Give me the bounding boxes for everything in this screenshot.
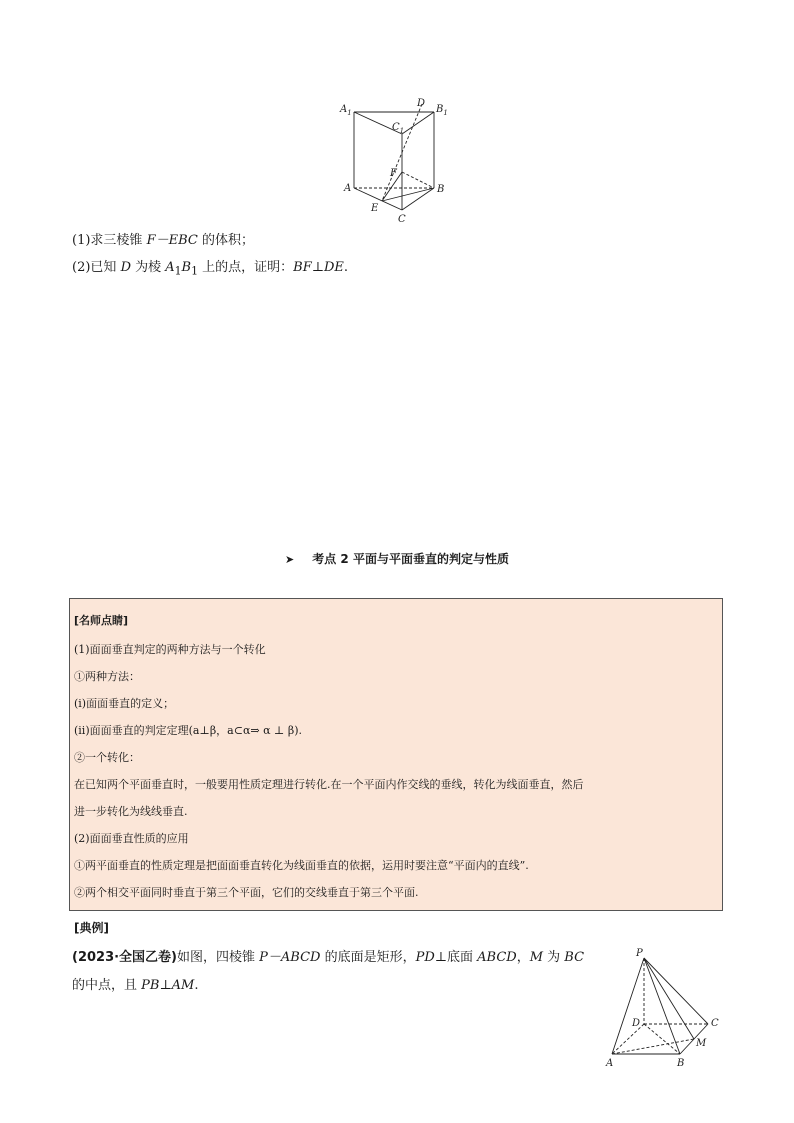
tips-line: (1)面面垂直判定的两种方法与一个转化: [74, 643, 266, 656]
pyramid-figure: [600, 946, 730, 1070]
tips-line: 进一步转化为线线垂直.: [74, 805, 188, 818]
label-c: C: [711, 1018, 719, 1029]
tips-line: (ⅰ)面面垂直的定义；: [74, 697, 175, 710]
label-b: B: [677, 1058, 685, 1069]
segment-f-b: [402, 172, 434, 188]
tips-line: ②两个相交平面同时垂直于第三个平面，它们的交线垂直于第三个平面.: [74, 886, 419, 899]
arrow-icon: ➤: [285, 553, 295, 566]
tips-box: [69, 598, 723, 911]
section-title: 考点 2 平面与平面垂直的判定与性质: [312, 552, 509, 566]
label-a: A: [606, 1058, 614, 1069]
tips-line: ①两平面垂直的性质定理是把面面垂直转化为线面垂直的依据，运用时要注意“平面内的直线”.: [74, 859, 529, 872]
label-p: P: [636, 948, 643, 959]
prism-figure: [338, 94, 450, 226]
label-d: D: [632, 1018, 641, 1029]
edge-p-m: [644, 958, 694, 1039]
label-b1: $B_1$: [436, 104, 448, 117]
label-a: A: [344, 183, 352, 194]
label-f: F: [390, 168, 397, 179]
tips-line: (ⅱ)面面垂直的判定定理(a⊥β，a⊂α⇒ α ⊥ β).: [74, 724, 303, 737]
tips-line: ②一个转化：: [74, 751, 140, 764]
tips-line: 在已知两个平面垂直时，一般要用性质定理进行转化.在一个平面内作交线的垂线，转化为线面垂直，然后: [74, 778, 584, 791]
tips-line: ①两种方法：: [74, 670, 140, 683]
example-line-2: 的中点，且 PB⊥AM.: [72, 978, 199, 993]
label-a1: $A_1$: [340, 104, 352, 117]
tips-line: (2)面面垂直性质的应用: [74, 832, 189, 845]
section-heading: [0, 550, 794, 567]
example-heading: [典例]: [74, 921, 109, 935]
example-line-1: (2023·全国乙卷)如图，四棱锥 P－ABCD 的底面是矩形，PD⊥底面 ABCD，M 为 BC: [72, 950, 585, 965]
question-2: (2)已知 D 为棱 $A_1B_1$ 上的点，证明：BF⊥DE.: [72, 260, 348, 278]
label-c: C: [398, 214, 406, 225]
label-e: E: [371, 203, 379, 214]
edge-p-c: [644, 958, 708, 1024]
label-m: M: [696, 1038, 707, 1049]
question-1: (1)求三棱锥 F－EBC 的体积；: [72, 233, 254, 248]
label-c1: $C_1$: [392, 122, 405, 135]
label-d: D: [417, 98, 426, 109]
edge-c1-b1: [402, 112, 434, 134]
edge-c-b: [402, 188, 434, 210]
label-b: B: [437, 184, 445, 195]
tips-title: [名师点睛]: [74, 614, 129, 627]
edge-p-b: [644, 958, 680, 1054]
